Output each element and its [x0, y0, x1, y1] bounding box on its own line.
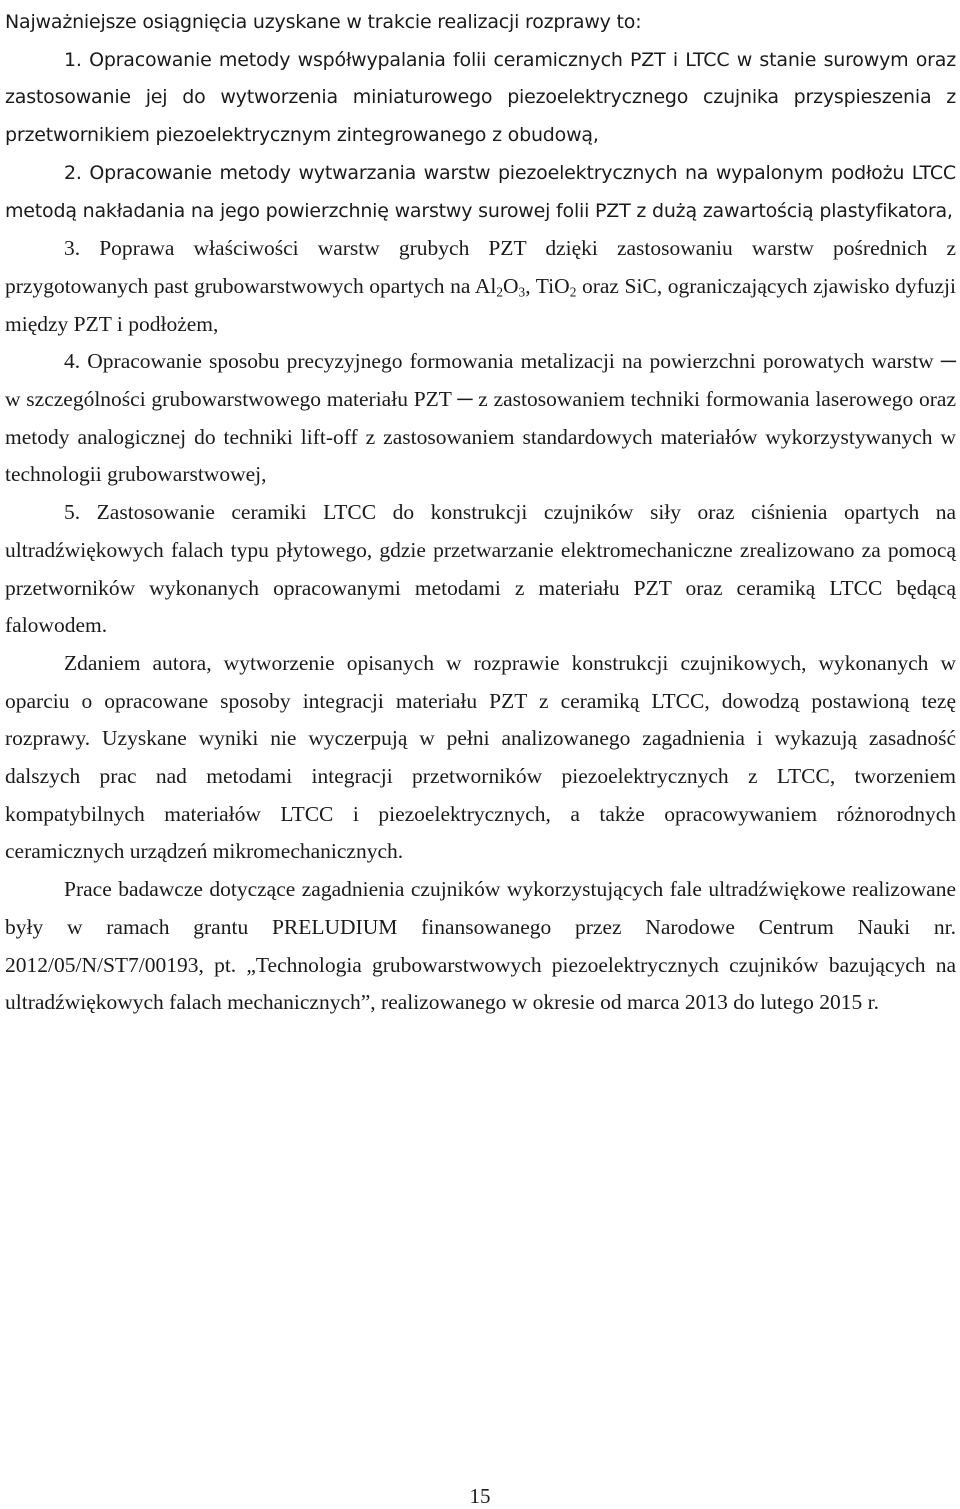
list-item — [5, 343, 956, 494]
body-paragraph: Prace badawcze dotyczące zagadnienia czujników wykorzystujących fale ultradźwiękowe realizowane były w ramach grantu PRELUDIUM finansowanego przez Narodowe Centrum Nauki nr. 2012/05/N/ST7/00193, pt. „Technologia grubowarstwowych piezoelektrycznych czujników bazujących na ultradźwiękowych falach mechanicznych”, realizowanego w okresie od marca 2013 do lutego 2015 r. — [5, 877, 956, 1015]
list-item — [5, 42, 956, 155]
list-item — [5, 494, 956, 645]
intro-line — [5, 4, 956, 42]
item-text: Opracowanie sposobu precyzyjnego formowania metalizacji na powierzchni porowatych warstw ─ w szczególności grubowarstwowego materiału PZT ─ z zastosowaniem techniki formowania laserowego oraz metody analogicznej do techniki lift-off z zastosowaniem standardowych materiałów wykorzystywanych w technologii grubowarstwowej, — [5, 349, 956, 487]
subscript: 3 — [518, 284, 526, 300]
item-number: 4. — [64, 349, 81, 374]
item-text: Poprawa właściwości warstw grubych PZT dzięki zastosowaniu warstw pośrednich z przygotowanych past grubowarstwowych opartych na Al — [5, 236, 957, 298]
item-number: 3. — [64, 236, 81, 261]
page-number: 15 — [469, 1484, 491, 1508]
list-item — [5, 230, 956, 343]
list-item — [5, 155, 956, 230]
item-number: 1. — [64, 48, 82, 71]
item-number: 5. — [64, 500, 81, 525]
body-paragraph: Zdaniem autora, wytworzenie opisanych w rozprawie konstrukcji czujnikowych, wykonanych w oparciu o opracowane sposoby integracji materiału PZT z ceramiką LTCC, dowodzą postawioną tezę rozprawy. Uzyskane wyniki nie wyczerpują w pełni analizowanego zagadnienia i wykazują zasadność dalszych prac nad metodami integracji przetworników piezoelektrycznych z LTCC, tworzeniem kompatybilnych materiałów LTCC i piezoelektrycznych, a także opracowywaniem różnorodnych ceramicznych urządzeń mikromechanicznych. — [5, 650, 956, 864]
intro-text: Najważniejsze osiągnięcia uzyskane w trakcie realizacji rozprawy to: — [5, 11, 642, 33]
item-text: Opracowanie metody współwypalania folii ceramicznych PZT i LTCC w stanie surowym oraz zastosowanie jej do wytworzenia miniaturowego piezoelektrycznego czujnika przyspieszenia z przetwornikiem piezoelektrycznym zintegrowanego z obudową, — [5, 48, 956, 147]
subscript: 2 — [569, 284, 577, 300]
subscript: 2 — [496, 284, 504, 300]
item-number: 2. — [64, 161, 82, 184]
item-text: Opracowanie metody wytwarzania warstw piezoelektrycznych na wypalonym podłożu LTCC metodą nakładania na jego powierzchnię warstwy surowej folii PZT z dużą zawartością plastyfikatora, — [5, 161, 956, 222]
item-text: , TiO — [525, 273, 570, 298]
document-page — [5, 4, 956, 1022]
item-text: O — [503, 273, 519, 298]
item-text: Zastosowanie ceramiki LTCC do konstrukcji czujników siły oraz ciśnienia opartych na ultradźwiękowych falach typu płytowego, gdzie przetwarzanie elektromechaniczne zrealizowano za pomocą przetworników wykonanych opracowanymi metodami z materiału PZT oraz ceramiką LTCC będącą falowodem. — [5, 500, 957, 638]
item-text: oraz SiC, ograniczających zjawisko dyfuzji między PZT i podłożem, — [5, 273, 956, 336]
